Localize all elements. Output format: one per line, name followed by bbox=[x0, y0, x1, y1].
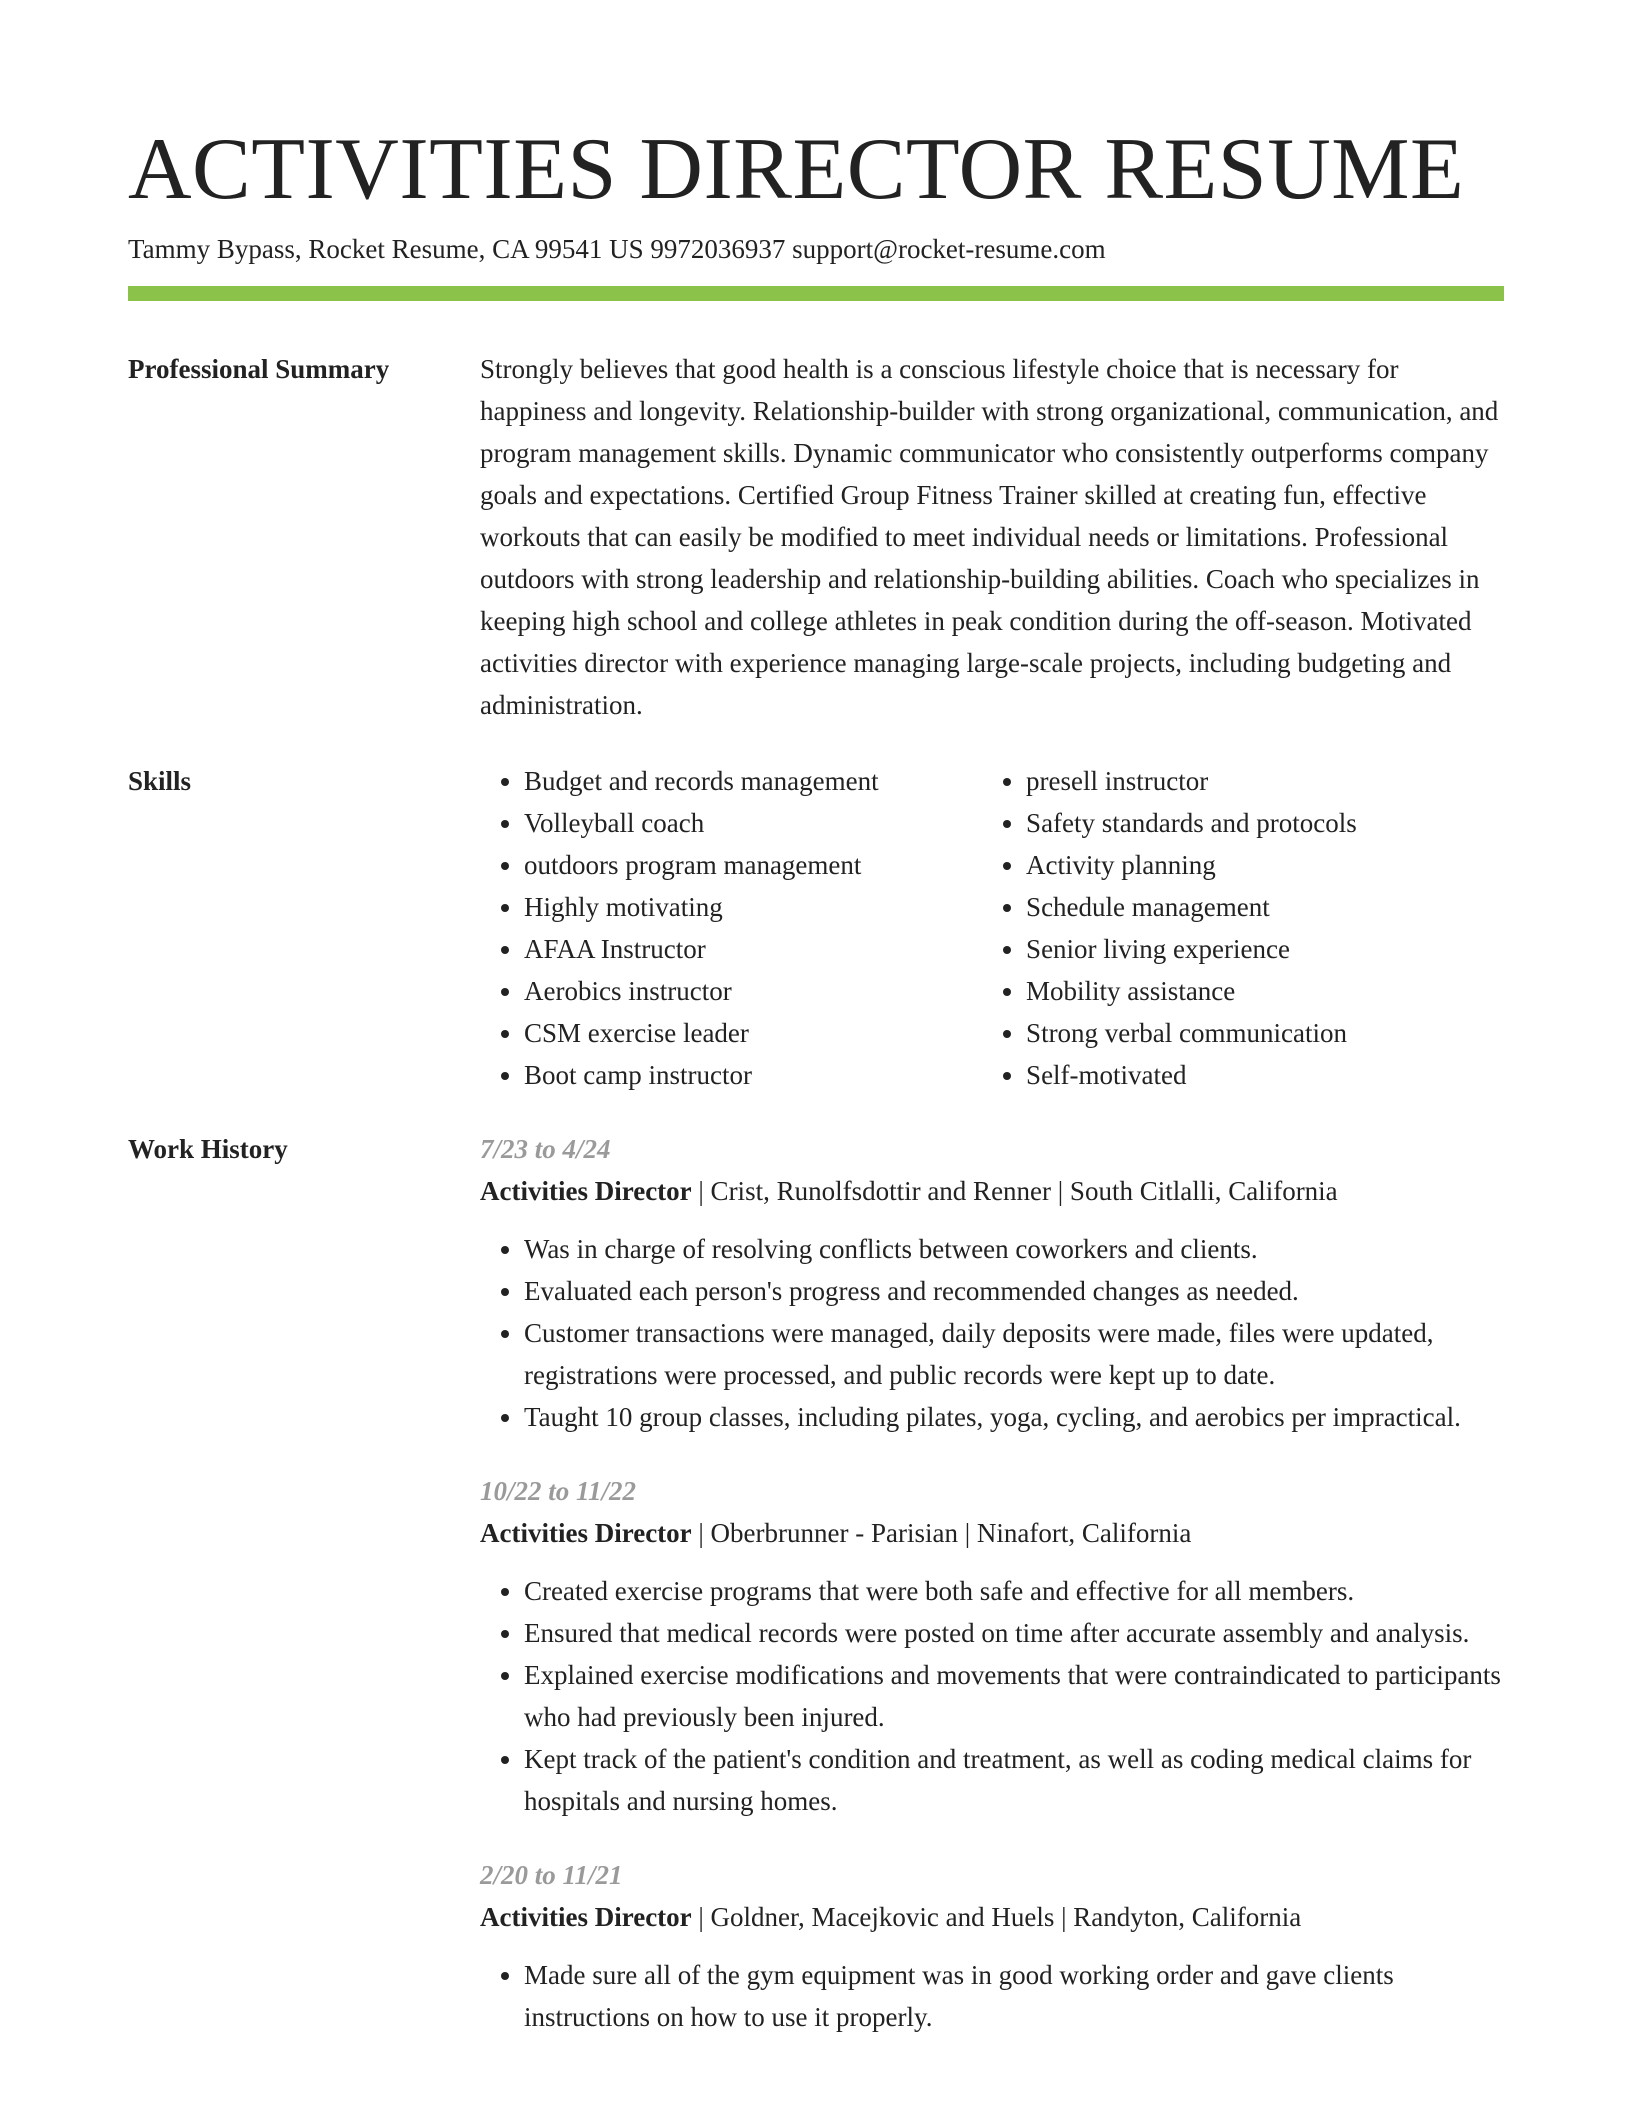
job-dates: 10/22 to 11/22 bbox=[480, 1476, 637, 1506]
skill-item: • presell instructor bbox=[1026, 760, 1504, 802]
job-bullet: • Was in charge of resolving conflicts between coworkers and clients. bbox=[524, 1228, 1504, 1270]
job-bullet: • Explained exercise modifications and movements that were contraindicated to participants who had previously been injured. bbox=[524, 1654, 1504, 1738]
skill-item: • Mobility assistance bbox=[1026, 970, 1504, 1012]
skill-item: • Senior living experience bbox=[1026, 928, 1504, 970]
job-heading bbox=[480, 1512, 1504, 1554]
job-company-location: | Oberbrunner - Parisian | Ninafort, California bbox=[691, 1518, 1192, 1548]
job-bullet: • Created exercise programs that were both safe and effective for all members. bbox=[524, 1570, 1504, 1612]
job-heading bbox=[480, 1896, 1504, 1938]
contact-line: Tammy Bypass, Rocket Resume, CA 99541 US 9972036937 support@rocket-resume.com bbox=[128, 234, 1106, 264]
skills-list-right bbox=[982, 760, 1504, 1096]
skill-item: • outdoors program management bbox=[524, 844, 982, 886]
skill-item: • Self-motivated bbox=[1026, 1054, 1504, 1096]
header-accent-rule bbox=[128, 286, 1504, 301]
job-company-location: | Crist, Runolfsdottir and Renner | South Citlalli, California bbox=[691, 1176, 1338, 1206]
job-bullet: • Taught 10 group classes, including pilates, yoga, cycling, and aerobics per impractical. bbox=[524, 1396, 1504, 1438]
job-title: Activities Director bbox=[480, 1518, 692, 1548]
job-bullet-list bbox=[480, 1570, 1504, 1822]
skill-item: • Activity planning bbox=[1026, 844, 1504, 886]
skills-body bbox=[480, 760, 1504, 1096]
job-dates: 2/20 to 11/21 bbox=[480, 1860, 623, 1890]
job-title: Activities Director bbox=[480, 1902, 692, 1932]
section-label-skills: Skills bbox=[128, 766, 192, 796]
skill-item: • Volleyball coach bbox=[524, 802, 982, 844]
skill-item: • Aerobics instructor bbox=[524, 970, 982, 1012]
job-bullet-list bbox=[480, 1228, 1504, 1438]
section-label-summary: Professional Summary bbox=[128, 354, 390, 384]
job-bullet: • Kept track of the patient's condition and treatment, as well as coding medical claims for hospitals and nursing homes. bbox=[524, 1738, 1504, 1822]
work-history-body bbox=[480, 1128, 1504, 2070]
skill-item: • Budget and records management bbox=[524, 760, 982, 802]
job-entry bbox=[480, 1128, 1504, 1438]
job-bullet: • Customer transactions were managed, daily deposits were made, files were updated, registrations were processed, and public records were kept up to date. bbox=[524, 1312, 1504, 1396]
section-label-work: Work History bbox=[128, 1134, 288, 1164]
job-entry bbox=[480, 1470, 1504, 1822]
skill-item: • Strong verbal communication bbox=[1026, 1012, 1504, 1054]
resume-title: ACTIVITIES DIRECTOR RESUME bbox=[128, 121, 1465, 218]
job-entry bbox=[480, 1854, 1504, 2038]
job-bullet: • Evaluated each person's progress and recommended changes as needed. bbox=[524, 1270, 1504, 1312]
skills-list-left bbox=[480, 760, 982, 1096]
job-title: Activities Director bbox=[480, 1176, 692, 1206]
skill-item: • Schedule management bbox=[1026, 886, 1504, 928]
job-dates: 7/23 to 4/24 bbox=[480, 1134, 611, 1164]
job-company-location: | Goldner, Macejkovic and Huels | Randyton, California bbox=[691, 1902, 1302, 1932]
skill-item: • CSM exercise leader bbox=[524, 1012, 982, 1054]
summary-text: Strongly believes that good health is a conscious lifestyle choice that is necessary for happiness and longevity. Relationship-builder with strong organizational, communication, and program management skills. Dynamic communicator who consistently outperforms company goals and expectations. Certified Group Fitness Trainer skilled at creating fun, effective workouts that can easily be modified to meet individual needs or limitations. Professional outdoors with strong leadership and relationship-building abilities. Coach who specializes in keeping high school and college athletes in peak condition during the off-season. Motivated activities director with experience managing large-scale projects, including budgeting and administration. bbox=[480, 354, 1499, 720]
skill-item: • Boot camp instructor bbox=[524, 1054, 982, 1096]
skill-item: • Highly motivating bbox=[524, 886, 982, 928]
summary-body bbox=[480, 348, 1504, 726]
job-bullet: • Ensured that medical records were posted on time after accurate assembly and analysis. bbox=[524, 1612, 1504, 1654]
skill-item: • AFAA Instructor bbox=[524, 928, 982, 970]
job-bullet-list bbox=[480, 1954, 1504, 2038]
job-heading bbox=[480, 1170, 1504, 1212]
skill-item: • Safety standards and protocols bbox=[1026, 802, 1504, 844]
job-bullet: • Made sure all of the gym equipment was in good working order and gave clients instructions on how to use it properly. bbox=[524, 1954, 1504, 2038]
